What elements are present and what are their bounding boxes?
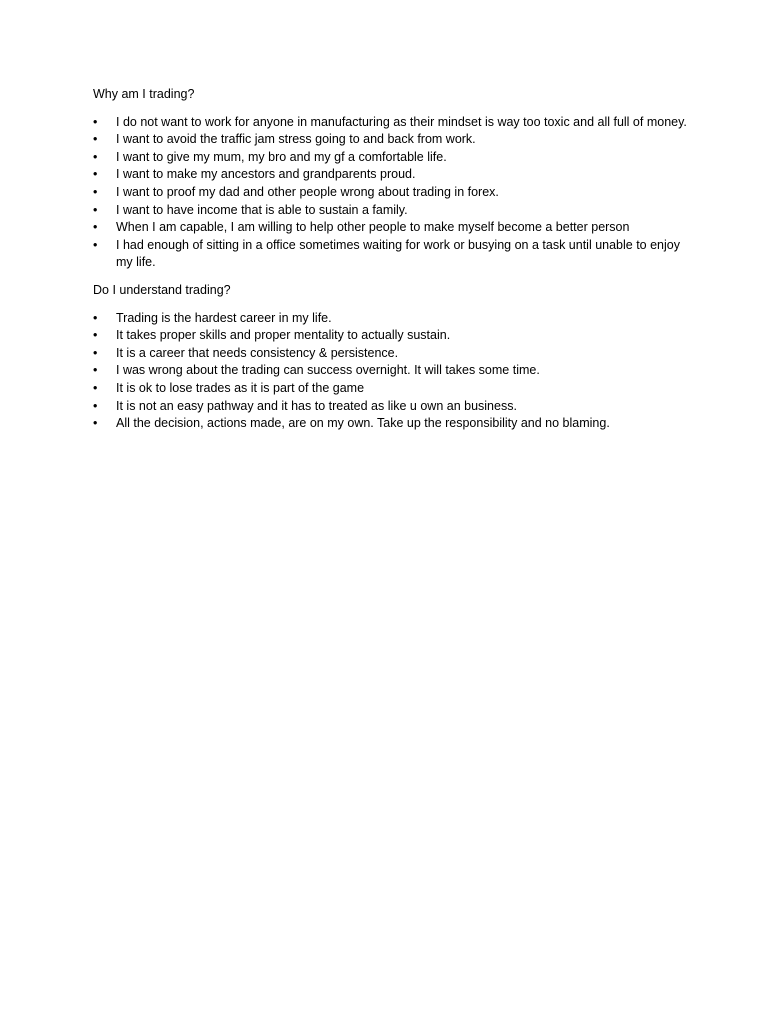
list-item: [93, 362, 688, 380]
list-item-text: It is ok to lose trades as it is part of the game: [116, 380, 365, 395]
bullet-icon: •: [93, 380, 98, 395]
list-item-text: It is not an easy pathway and it has to treated as like u own an business.: [116, 398, 517, 413]
bullet-icon: •: [93, 132, 98, 147]
list-item: [93, 131, 688, 149]
list-item-text: I want to proof my dad and other people wrong about trading in forex.: [116, 184, 499, 199]
bullet-icon: •: [93, 202, 98, 217]
list-item: [93, 149, 688, 167]
list-item-text: I do not want to work for anyone in manufacturing as their mindset is way too toxic and all full of money.: [116, 114, 687, 129]
list-item: [93, 398, 688, 416]
bullet-icon: •: [93, 416, 98, 431]
list-item-text: When I am capable, I am willing to help other people to make myself become a better person: [116, 220, 630, 235]
bullet-icon: •: [93, 237, 98, 252]
bullet-icon: •: [93, 398, 98, 413]
list-item: [93, 237, 688, 272]
list-item-text: It takes proper skills and proper mentality to actually sustain.: [116, 328, 451, 343]
bullet-icon: •: [93, 310, 98, 325]
list-item: [93, 219, 688, 237]
list-item-text: It is a career that needs consistency & persistence.: [116, 345, 399, 360]
bullet-icon: •: [93, 184, 98, 199]
bullet-list-why-trading: [93, 114, 688, 272]
list-item-text: I want to give my mum, my bro and my gf a comfortable life.: [116, 149, 447, 164]
bullet-icon: •: [93, 345, 98, 360]
document-page: [93, 86, 688, 433]
list-item: [93, 114, 688, 132]
list-item-text: I was wrong about the trading can success overnight. It will takes some time.: [116, 363, 540, 378]
bullet-icon: •: [93, 328, 98, 343]
bullet-icon: •: [93, 220, 98, 235]
list-item: [93, 166, 688, 184]
list-item-text: I want to avoid the traffic jam stress going to and back from work.: [116, 132, 476, 147]
list-item: [93, 345, 688, 363]
bullet-icon: •: [93, 167, 98, 182]
list-item-text: I want to have income that is able to sustain a family.: [116, 202, 408, 217]
section-heading-why-trading: Why am I trading?: [93, 87, 195, 101]
list-item-text: I want to make my ancestors and grandparents proud.: [116, 167, 416, 182]
list-item: [93, 380, 688, 398]
bullet-list-understand-trading: [93, 310, 688, 433]
list-item-text: I had enough of sitting in a office sometimes waiting for work or busying on a task until unable to enjoy my life.: [116, 237, 680, 270]
list-item: [93, 310, 688, 328]
list-item: [93, 415, 688, 433]
list-item: [93, 184, 688, 202]
section-heading-understand-trading: Do I understand trading?: [93, 282, 231, 297]
bullet-icon: •: [93, 114, 98, 129]
list-item-text: All the decision, actions made, are on my own. Take up the responsibility and no blaming.: [116, 416, 610, 431]
bullet-icon: •: [93, 363, 98, 378]
list-item: [93, 202, 688, 220]
list-item: [93, 327, 688, 345]
bullet-icon: •: [93, 149, 98, 164]
list-item-text: Trading is the hardest career in my life.: [116, 310, 332, 325]
